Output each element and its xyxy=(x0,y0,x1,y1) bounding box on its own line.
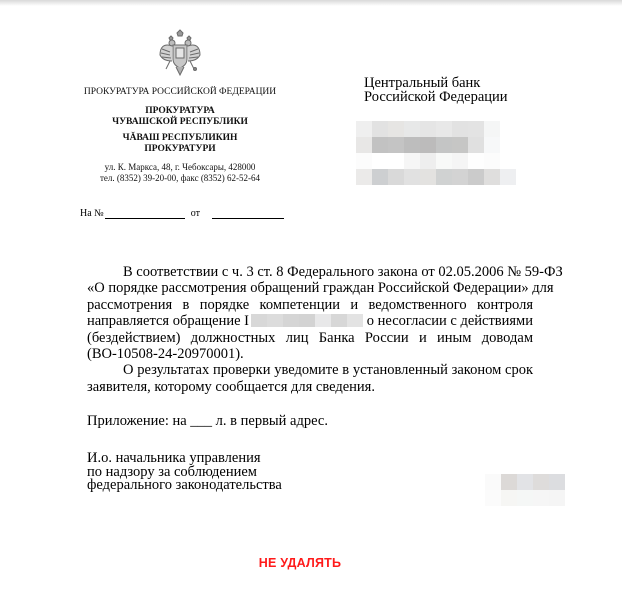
department-name xyxy=(60,106,300,128)
redaction-pixel xyxy=(347,314,363,327)
reference-line xyxy=(80,208,284,219)
redacted-addressee-details xyxy=(356,121,516,185)
body-line: заявителя, которому сообщается для сведения. xyxy=(87,378,375,395)
department-line-1: ПРОКУРАТУРА xyxy=(145,106,215,116)
attachment-note: Приложение: на ___ л. в первый адрес. xyxy=(87,413,328,429)
body-line: О результатах проверки уведомите в установленный законом срок xyxy=(123,362,533,379)
redaction-pixel xyxy=(517,474,533,490)
body-line: В соответствии с ч. 3 ст. 8 Федерального закона от 02.05.2006 № 59-ФЗ xyxy=(123,264,563,280)
redacted-applicant-name xyxy=(251,314,363,327)
redaction-pixel xyxy=(404,137,420,153)
redaction-pixel xyxy=(356,169,372,185)
redaction-pixel xyxy=(517,490,533,506)
redaction-pixel xyxy=(315,314,331,327)
signature-title-line-3: федерального законодательства xyxy=(87,477,282,493)
redacted-signatory-name xyxy=(485,474,565,506)
body-line-suffix: о несогласии с действиями xyxy=(366,313,533,330)
body-text-fragment: направляется обращение I xyxy=(87,313,250,330)
letter-body xyxy=(87,264,563,395)
signature-block xyxy=(87,452,282,493)
redaction-pixel xyxy=(436,137,452,153)
addressee xyxy=(364,76,508,104)
phone-fax-line: тел. (8352) 39-20-00, факс (8352) 62-52-64 xyxy=(99,172,261,183)
body-line: рассмотрения в порядке компетенции и ведомственного контроля xyxy=(87,296,533,313)
redaction-pixel xyxy=(484,169,500,185)
body-line-with-redaction xyxy=(87,313,533,329)
redaction-pixel xyxy=(356,137,372,153)
redaction-pixel xyxy=(372,153,388,169)
redaction-pixel xyxy=(267,314,283,327)
body-line: «О порядке рассмотрения обращений граждан Российской Федерации» для xyxy=(87,280,554,297)
do-not-delete-stamp: НЕ УДАЛЯТЬ xyxy=(258,556,342,570)
redaction-pixel xyxy=(468,121,484,137)
redaction-pixel xyxy=(388,169,404,185)
organization-name: ПРОКУРАТУРА РОССИЙСКОЙ ФЕДЕРАЦИИ xyxy=(83,87,277,97)
reference-number-label: На № xyxy=(80,208,104,219)
redaction-pixel xyxy=(484,121,500,137)
redaction-pixel xyxy=(420,121,436,137)
redaction-pixel xyxy=(485,474,501,490)
addressee-line-2: Российской Федерации xyxy=(364,89,508,105)
redaction-pixel xyxy=(372,169,388,185)
department-chuvash-line-1: ЧĂВАШ РЕСПУБЛИКИН xyxy=(122,133,238,143)
reference-date-label: от xyxy=(190,208,200,219)
redaction-pixel xyxy=(420,169,436,185)
redaction-pixel xyxy=(549,474,565,490)
redaction-pixel xyxy=(420,137,436,153)
department-chuvash-line-2: ПРОКУРАТУРИ xyxy=(144,144,216,154)
redaction-pixel xyxy=(356,153,372,169)
department-line-2: ЧУВАШСКОЙ РЕСПУБЛИКИ xyxy=(112,117,248,127)
redaction-pixel xyxy=(420,153,436,169)
redaction-pixel xyxy=(500,153,516,169)
redaction-pixel xyxy=(468,169,484,185)
redaction-pixel xyxy=(331,314,347,327)
body-line: (бездействием) должностных лиц Банка России и иным доводам xyxy=(87,329,533,346)
redaction-pixel xyxy=(533,474,549,490)
redaction-pixel xyxy=(452,169,468,185)
redaction-pixel xyxy=(436,121,452,137)
redaction-pixel xyxy=(501,474,517,490)
redaction-pixel xyxy=(388,121,404,137)
coat-of-arms-icon xyxy=(158,29,202,77)
body-line-prefix xyxy=(87,313,363,329)
redaction-pixel xyxy=(372,121,388,137)
reference-number-blank xyxy=(105,209,185,219)
department-name-chuvash xyxy=(60,133,300,155)
redaction-pixel xyxy=(549,490,565,506)
redaction-pixel xyxy=(533,490,549,506)
addressee-line-1: Центральный банк xyxy=(364,75,481,91)
redaction-pixel xyxy=(468,137,484,153)
redaction-pixel xyxy=(452,153,468,169)
redaction-pixel xyxy=(299,314,315,327)
redaction-pixel xyxy=(484,137,500,153)
address-line: ул. К. Маркса, 48, г. Чебоксары, 428000 xyxy=(104,162,256,172)
redaction-pixel xyxy=(404,169,420,185)
redaction-pixel xyxy=(452,121,468,137)
redaction-pixel xyxy=(372,137,388,153)
signature-title-line-2: по надзору за соблюдением xyxy=(87,463,257,480)
redaction-pixel xyxy=(484,153,500,169)
redaction-pixel xyxy=(356,121,372,137)
redaction-pixel xyxy=(404,153,420,169)
redaction-pixel xyxy=(404,121,420,137)
redaction-pixel xyxy=(468,153,484,169)
reference-date-blank xyxy=(212,209,284,219)
viewer-top-shadow xyxy=(0,0,622,6)
redaction-pixel xyxy=(388,153,404,169)
redaction-pixel xyxy=(251,314,267,327)
redaction-pixel xyxy=(501,490,517,506)
redaction-pixel xyxy=(500,137,516,153)
redaction-pixel xyxy=(452,137,468,153)
redaction-pixel xyxy=(436,169,452,185)
body-line: (ВО-10508-24-20970001). xyxy=(87,346,244,363)
organization-address xyxy=(60,162,300,183)
redaction-pixel xyxy=(283,314,299,327)
redaction-pixel xyxy=(388,137,404,153)
redaction-pixel xyxy=(485,490,501,506)
redaction-pixel xyxy=(500,169,516,185)
redaction-pixel xyxy=(500,121,516,137)
redaction-pixel xyxy=(436,153,452,169)
signature-title-line-1: И.о. начальника управления xyxy=(87,450,261,466)
